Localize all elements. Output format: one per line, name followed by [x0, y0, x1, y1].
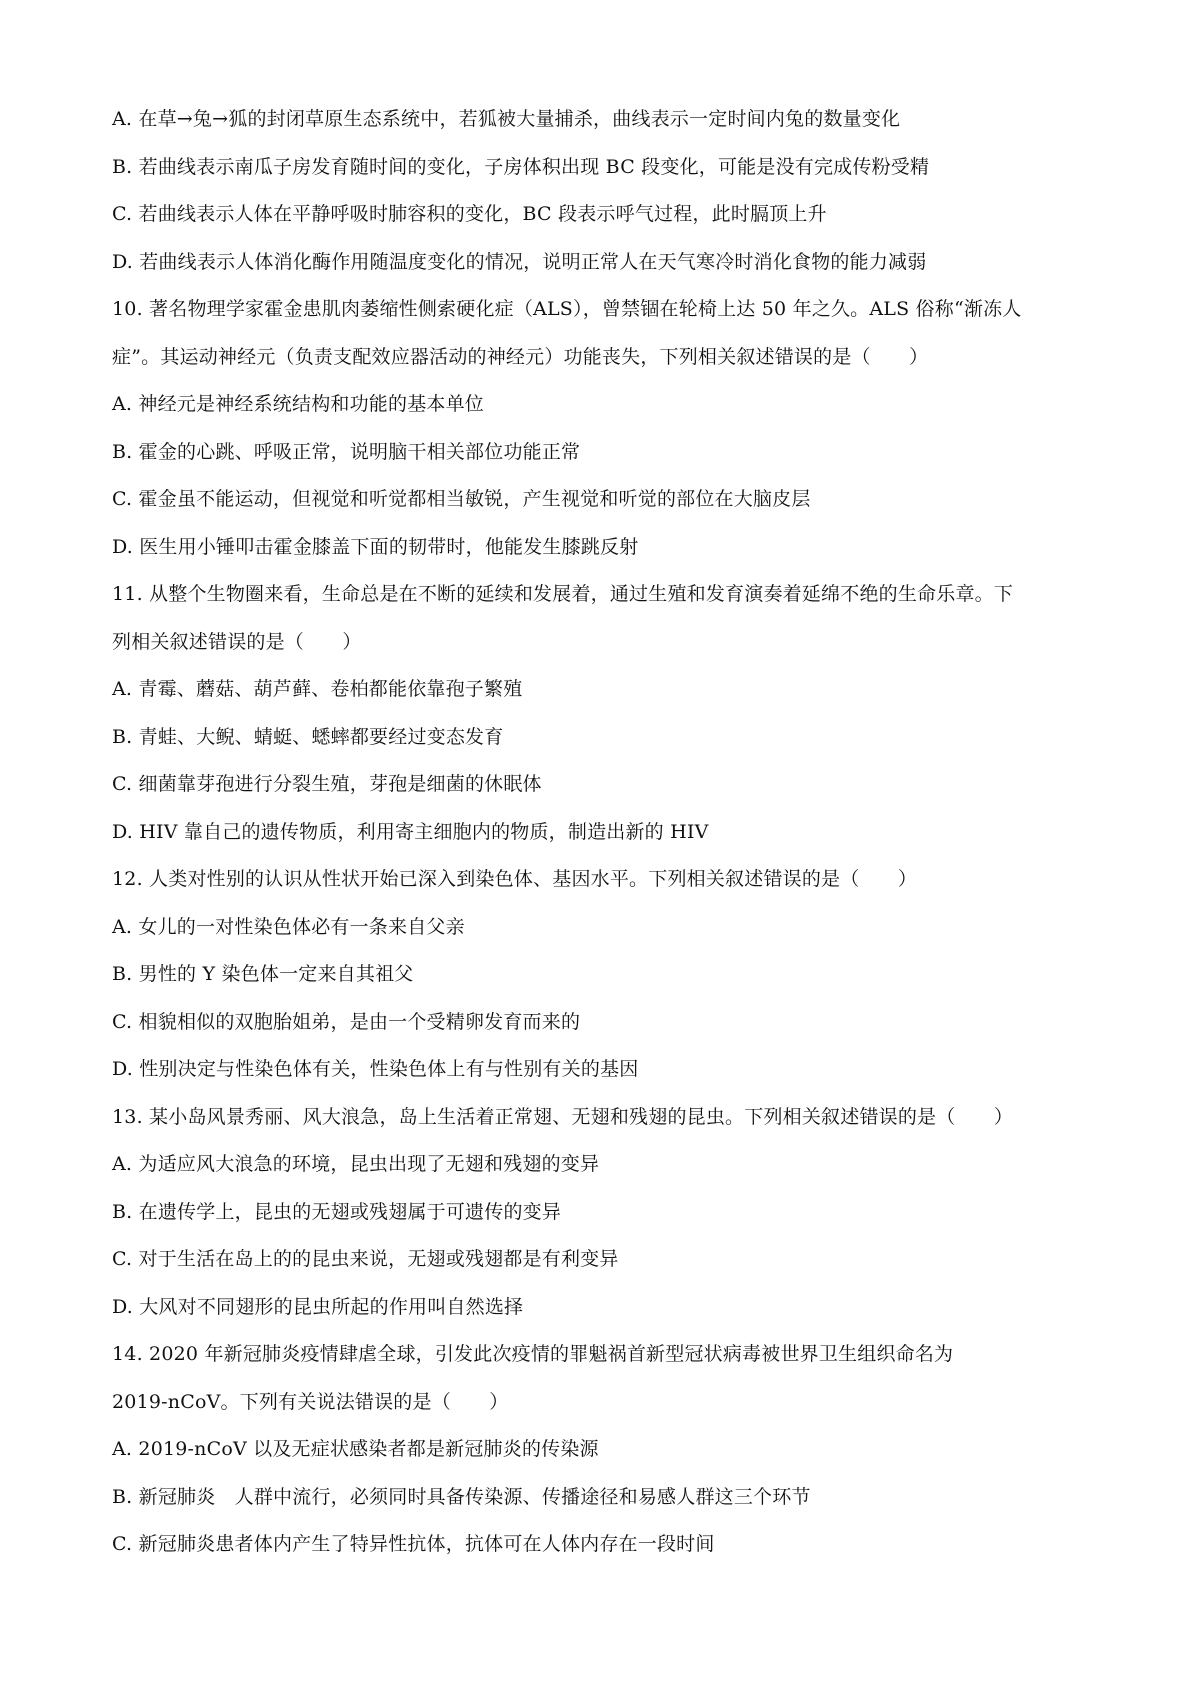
option-10c: C. 霍金虽不能运动，但视觉和听觉都相当敏锐，产生视觉和听觉的部位在大脑皮层	[112, 488, 811, 510]
option-12a: A. 女儿的一对性染色体必有一条来自父亲	[112, 915, 465, 938]
option-11d: D. HIV 靠自己的遗传物质，利用寄主细胞内的物质，制造出新的 HIV	[112, 820, 709, 843]
option-11c: C. 细菌靠芽孢进行分裂生殖，芽孢是细菌的休眠体	[112, 773, 542, 795]
option-13b: B. 在遗传学上，昆虫的无翅或残翅属于可遗传的变异	[112, 1200, 562, 1223]
question-14-stem: 14. 2020 年新冠肺炎疫情肆虐全球，引发此次疫情的罪魁祸首新型冠状病毒被世界卫生组织命名为	[112, 1343, 954, 1365]
option-12c: C. 相貌相似的双胞胎姐弟，是由一个受精卵发育而来的	[112, 1010, 581, 1033]
option-14c: C. 新冠肺炎患者体内产生了特异性抗体，抗体可在人体内存在一段时间	[112, 1533, 715, 1555]
option-10b: B. 霍金的心跳、呼吸正常，说明脑干相关部位功能正常	[112, 440, 581, 463]
option-10a: A. 神经元是神经系统结构和功能的基本单位	[112, 393, 485, 415]
question-13-stem: 13. 某小岛风景秀丽、风大浪急，岛上生活着正常翅、无翅和残翅的昆虫。下列相关叙述错误的是（ ）	[112, 1105, 1014, 1128]
option-9b: B. 若曲线表示南瓜子房发育随时间的变化，子房体积出现 BC 段变化，可能是没有完成传粉受精	[112, 155, 930, 178]
option-9c: C. 若曲线表示人体在平静呼吸时肺容积的变化，BC 段表示呼气过程，此时膈顶上升	[112, 203, 827, 225]
question-11-stem: 11. 从整个生物圈来看，生命总是在不断的延续和发展着，通过生殖和发育演奏着延绵不绝的生命乐章。下	[112, 583, 1014, 605]
option-13d: D. 大风对不同翅形的昆虫所起的作用叫自然选择	[112, 1295, 524, 1318]
option-9d: D. 若曲线表示人体消化酶作用随温度变化的情况，说明正常人在天气寒冷时消化食物的能力减弱	[112, 250, 927, 273]
question-11-stem-cont: 列相关叙述错误的是（ ）	[112, 630, 362, 653]
option-13c: C. 对于生活在岛上的的昆虫来说，无翅或残翅都是有利变异	[112, 1248, 619, 1270]
question-10-stem: 10. 著名物理学家霍金患肌肉萎缩性侧索硬化症（ALS），曾禁锢在轮椅上达 50 年之久。ALS 俗称“渐冻人	[112, 298, 1022, 320]
option-14a: A. 2019-nCoV 以及无症状感染者都是新冠肺炎的传染源	[112, 1438, 599, 1460]
option-11b: B. 青蛙、大鲵、蜻蜓、蟋蟀都要经过变态发育	[112, 725, 504, 748]
option-9a: A. 在草→兔→狐的封闭草原生态系统中，若狐被大量捕杀，曲线表示一定时间内兔的数量变化	[112, 108, 901, 130]
option-12d: D. 性别决定与性染色体有关，性染色体上有与性别有关的基因	[112, 1058, 639, 1080]
option-11a: A. 青霉、蘑菇、葫芦藓、卷柏都能依靠孢子繁殖	[112, 678, 523, 700]
question-14-stem-cont: 2019-nCoV。下列有关说法错误的是（ ）	[112, 1390, 509, 1413]
option-14b: B. 新冠肺炎 人群中流行，必须同时具备传染源、传播途径和易感人群这三个环节	[112, 1485, 811, 1508]
question-12-stem: 12. 人类对性别的认识从性状开始已深入到染色体、基因水平。下列相关叙述错误的是（ ）	[112, 868, 918, 890]
option-13a: A. 为适应风大浪急的环境，昆虫出现了无翅和残翅的变异	[112, 1153, 600, 1175]
option-12b: B. 男性的 Y 染色体一定来自其祖父	[112, 963, 414, 985]
option-10d: D. 医生用小锤叩击霍金膝盖下面的韧带时，他能发生膝跳反射	[112, 535, 639, 558]
question-10-stem-cont: 症”。其运动神经元（负责支配效应器活动的神经元）功能丧失，下列相关叙述错误的是（ ）	[112, 345, 929, 368]
